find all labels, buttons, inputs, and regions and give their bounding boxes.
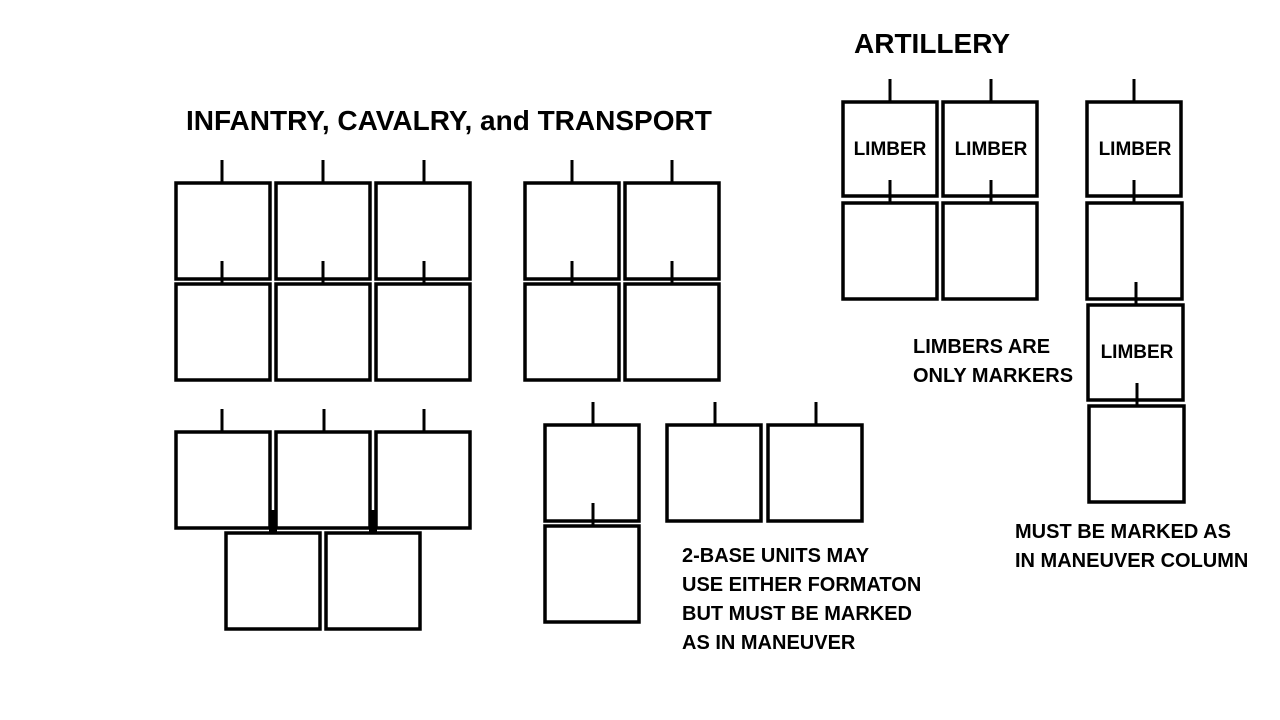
unit-base xyxy=(545,526,639,622)
limbers-are-markers-note xyxy=(913,336,1073,387)
formation-2x2 xyxy=(525,160,719,380)
note-line: 2-BASE UNITS MAY xyxy=(682,545,869,567)
two-base-line xyxy=(667,402,862,521)
artillery-line xyxy=(843,79,1037,299)
note-line: AS IN MANEUVER xyxy=(682,632,856,654)
formation-3x2 xyxy=(176,160,470,380)
limber-label: LIMBER xyxy=(1098,139,1172,160)
limber-label: LIMBER xyxy=(853,139,927,160)
unit-base xyxy=(625,284,719,380)
unit-base xyxy=(376,284,470,380)
two-base-units-note xyxy=(682,545,927,654)
artillery-column xyxy=(1087,79,1184,502)
gun-base xyxy=(1089,406,1184,502)
note-line: MUST BE MARKED AS xyxy=(1015,521,1231,543)
note-line: BUT MUST BE MARKED xyxy=(682,603,912,625)
note-line: IN MANEUVER COLUMN xyxy=(1015,550,1249,572)
unit-base xyxy=(276,432,370,528)
unit-base xyxy=(326,533,420,629)
two-base-column xyxy=(545,402,639,622)
gun-base xyxy=(943,203,1037,299)
note-line: LIMBERS ARE xyxy=(913,336,1051,358)
limber-label: LIMBER xyxy=(1100,342,1174,363)
gun-base xyxy=(843,203,937,299)
unit-base xyxy=(768,425,862,521)
unit-base xyxy=(667,425,761,521)
limber-label: LIMBER xyxy=(954,139,1028,160)
unit-base xyxy=(276,284,370,380)
unit-base xyxy=(176,284,270,380)
unit-base xyxy=(176,432,270,528)
maneuver-column-note xyxy=(1015,521,1248,572)
unit-base xyxy=(525,284,619,380)
formation-3-over-2 xyxy=(176,409,470,629)
note-line: USE EITHER FORMATON xyxy=(682,574,922,596)
unit-base xyxy=(226,533,320,629)
infantry-cavalry-transport-title: INFANTRY, CAVALRY, and TRANSPORT xyxy=(186,105,712,136)
artillery-title: ARTILLERY xyxy=(854,28,1011,59)
note-line: ONLY MARKERS xyxy=(913,365,1074,387)
unit-base xyxy=(376,432,470,528)
